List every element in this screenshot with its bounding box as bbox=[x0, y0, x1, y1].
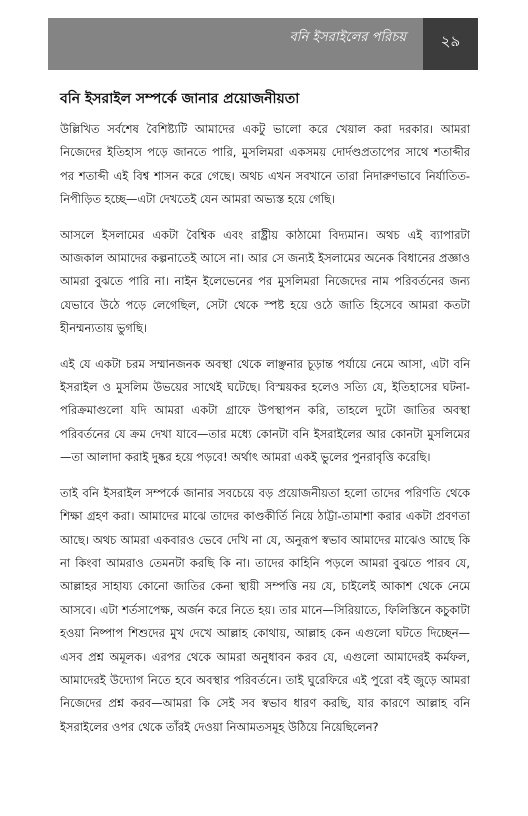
paragraph-4: তাই বনি ইসরাইল সম্পর্কে জানার সবচেয়ে বড় প্রয়োজনীয়তা হলো তাদের পরিণতি থেকে শিক্ষা গ্রহণ করা। আমাদের মাঝে তাদের কাণ্ডকীর্তি নিয়ে ঠাট্টা-তামাশা করার একটা প্রবণতা আছে। অথচ আমরা একবারও ভেবে দেখি না যে, অনুরূপ স্বভাব আমাদের মাঝেও আছে কি না কিংবা আমরাও তেমনটা করছি কি না। তাদের কাহিনি পড়লে আমরা বুঝতে পারব যে, আল্লাহর সাহায্য কোনো জাতির কেনা স্থায়ী সম্পত্তি নয় যে, চাইলেই আকাশ থেকে নেমে আসবে। এটা শর্তসাপেক্ষ, অর্জন করে নিতে হয়। তার মানে—সিরিয়াতে, ফিলিস্তিনে কচুকাটা হওয়া নিষ্পাপ শিশুদের মুখ দেখে আল্লাহ কোথায়, আল্লাহ কেন এগুলো ঘটতে দিচ্ছেন—এসব প্রশ্ন অমূলক। এরপর থেকে আমরা অনুধাবন করব যে, এগুলো আমাদেরই কর্মফল, আমাদেরই উদ্যোগ নিতে হবে অবস্থার পরিবর্তনে। তাই ঘুরেফিরে এই পুরো বই জুড়ে আমরা নিজেদের প্রশ্ন করব—আমরা কি সেই সব স্বভাব ধারণ করছি, যার কারণে আল্লাহ বনি ইসরাইলের ওপর থেকে তাঁরই দেওয়া নিআমতসমূহ উঠিয়ে নিয়েছিলেন? bbox=[60, 485, 470, 734]
page-number-box bbox=[423, 18, 478, 70]
section-heading: বনি ইসরাইল সম্পর্কে জানার প্রয়োজনীয়তা bbox=[60, 91, 300, 107]
paragraph-2: আসলে ইসলামের একটা বৈশ্বিক এবং রাষ্ট্রীয় কাঠামো বিদ্যমান। অথচ এই ব্যাপারটা আজকাল আমাদের কল্পনাতেই আসে না। আর সে জন্যই ইসলামের অনেক বিধানের প্রজ্ঞাও আমরা বুঝতে পারি না। নাইন ইলেভেনের পর মুসলিমরা নিজেদের নাম পরিবর্তনের জন্য যেভাবে উঠে পড়ে লেগেছিল, সেটা থেকে স্পষ্ট হয়ে ওঠে জাতি হিসেবে আমরা কতটা হীনম্মন্যতায় ভুগছি। bbox=[60, 227, 470, 336]
running-header bbox=[48, 18, 478, 70]
page-body bbox=[60, 90, 470, 751]
running-header-title: বনি ইসরাইলের পরিচয় bbox=[289, 30, 406, 45]
paragraph-1: উল্লিখিত সর্বশেষ বৈশিষ্ট্যটি আমাদের একটু ভালো করে খেয়াল করা দরকার। আমরা নিজেদের ইতিহাস পড়ে জানতে পারি, মুসলিমরা একসময় দোর্দণ্ডপ্রতাপের সাথে শতাব্দীর পর শতাব্দী এই বিশ্ব শাসন করে গেছে। অথচ এখন সবখানে তারা নিদারুণভাবে নির্যাতিত-নিপীড়িত হচ্ছে—এটা দেখতেই যেন আমরা অভ্যস্ত হয়ে গেছি। bbox=[60, 122, 470, 207]
page-number: ২৯ bbox=[440, 32, 461, 50]
paragraph-3: এই যে একটা চরম সম্মানজনক অবস্থা থেকে লাঞ্ছনার চূড়ান্ত পর্যায়ে নেমে আসা, এটা বনি ইসরাইল ও মুসলিম উভয়ের সাথেই ঘটেছে। বিস্ময়কর হলেও সত্যি যে, ইতিহাসের ঘটনা-পরিক্রমাগুলো যদি আমরা একটা গ্রাফে উপস্থাপন করি, তাহলে দুটো জাতির অবস্থা পরিবর্তনের যে ক্রম দেখা যাবে—তার মধ্যে কোনটা বনি ইসরাইলের আর কোনটা মুসলিমের—তা আলাদা করাই দুষ্কর হয়ে পড়বে! অর্থাৎ আমরা একই ভুলের পুনরাবৃত্তি করেছি। bbox=[60, 356, 470, 465]
